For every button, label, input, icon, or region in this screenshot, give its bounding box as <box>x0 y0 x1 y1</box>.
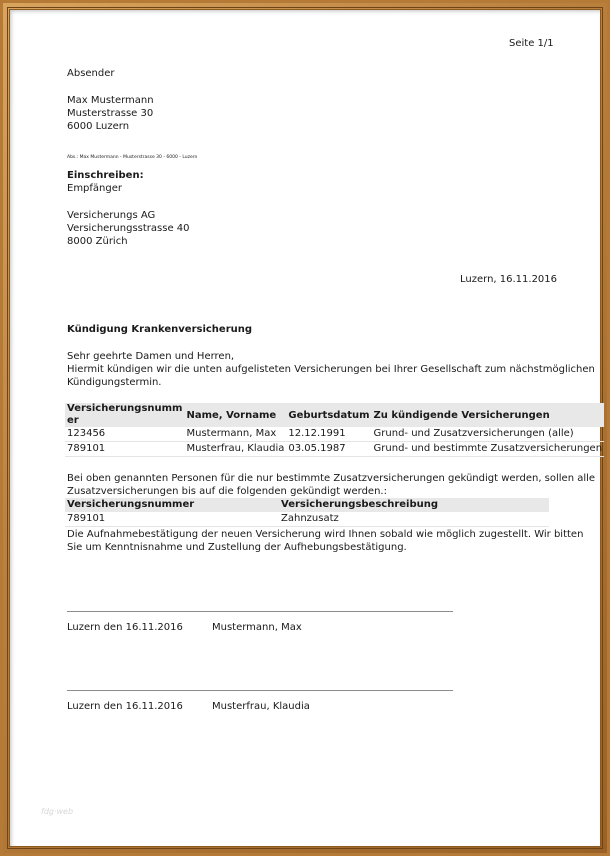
page-number: Seite 1/1 <box>509 38 554 49</box>
cell-name: Musterfrau, Klaudia <box>186 443 285 454</box>
closing-text-line-1: Die Aufnahmebestätigung der neuen Versicherung wird Ihnen sobald wie möglich zugestellt. Wir bitten <box>67 529 584 540</box>
sender-name: Max Mustermann <box>67 95 154 106</box>
place-date: Luzern, 16.11.2016 <box>460 274 558 285</box>
header-description: Versicherungsbeschreibung <box>281 499 439 510</box>
table-header-row <box>65 498 549 512</box>
header-insurances: Zu kündigende Versicherungen <box>373 409 550 421</box>
cell-number: 789101 <box>67 443 106 454</box>
recipient-street: Versicherungsstrasse 40 <box>67 223 190 234</box>
middle-text-line-1: Bei oben genannten Personen für die nur bestimmte Zusatzversicherungen gekündigt werden, sollen alle <box>67 473 596 484</box>
table-row <box>65 442 604 457</box>
signature-place-date-1: Luzern den 16.11.2016 <box>67 622 183 633</box>
cell-insurance: Grund- und Zusatzversicherungen (alle) <box>373 428 574 439</box>
header-insurance-number: Versicherungsnummer <box>67 499 195 510</box>
signature-line-1 <box>67 611 453 612</box>
cell-birthdate: 03.05.1987 <box>288 443 346 454</box>
cell-number: 123456 <box>67 428 106 439</box>
header-insurance-number: Versicherungsnumm er <box>67 403 183 426</box>
cell-insurance: Grund- und bestimmte Zusatzversicherungen <box>373 443 603 454</box>
header-name: Name, Vorname <box>186 409 277 421</box>
watermark: fdg·web <box>41 807 74 816</box>
intro-text-line-2: Kündigungstermin. <box>67 377 162 388</box>
closing-text-line-2: Sie um Kenntnisnahme und Zustellung der Aufhebungsbestätigung. <box>67 542 407 553</box>
subject-line: Kündigung Krankenversicherung <box>67 324 253 335</box>
recipient-company: Versicherungs AG <box>67 210 156 221</box>
salutation: Sehr geehrte Damen und Herren, <box>67 351 235 362</box>
insurance-table <box>65 403 604 457</box>
sender-city: 6000 Luzern <box>67 121 130 132</box>
table-row <box>65 427 604 442</box>
signature-place-date-2: Luzern den 16.11.2016 <box>67 701 183 712</box>
middle-text-line-2: Zusatzversicherungen bis auf die folgenden gekündigt werden.: <box>67 486 387 497</box>
signature-line-2 <box>67 690 453 691</box>
delivery-method: Einschreiben: <box>67 170 144 181</box>
letter-page <box>9 9 601 847</box>
supplementary-table <box>65 498 549 527</box>
cell-name: Mustermann, Max <box>186 428 277 439</box>
cell-number: 789101 <box>67 513 106 524</box>
recipient-label: Empfänger <box>67 183 123 194</box>
signature-name-1: Mustermann, Max <box>212 622 302 633</box>
sender-heading: Absender <box>67 68 115 79</box>
header-birthdate: Geburtsdatum <box>288 409 370 421</box>
sender-street: Musterstrasse 30 <box>67 108 154 119</box>
cell-birthdate: 12.12.1991 <box>288 428 346 439</box>
table-row <box>65 512 549 527</box>
picture-frame <box>3 3 607 853</box>
intro-text-line-1: Hiermit kündigen wir die unten aufgelisteten Versicherungen bei Ihrer Gesellschaft zum nächstmöglichen <box>67 364 595 375</box>
signature-name-2: Musterfrau, Klaudia <box>212 701 310 712</box>
recipient-city: 8000 Zürich <box>67 236 128 247</box>
cell-description: Zahnzusatz <box>281 513 339 524</box>
return-address-line: Abs.: Max Mustermann - Musterstrasse 30 - 6000 - Luzern <box>67 155 198 160</box>
table-header-row <box>65 403 604 427</box>
